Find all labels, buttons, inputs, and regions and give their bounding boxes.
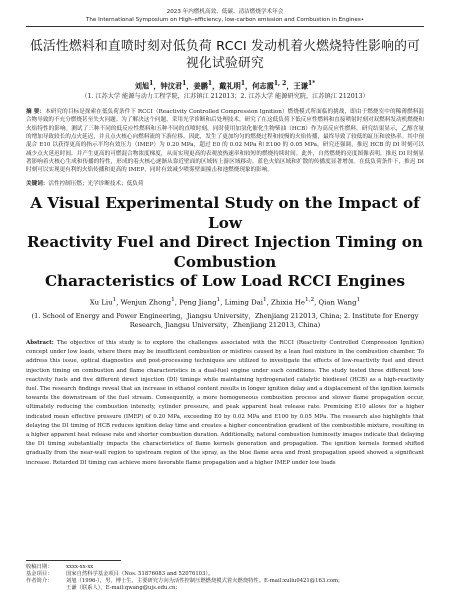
english-abstract-text: The objective of this study is to explore the challenges associated with the RCCI (Reactivity Controlled Compression Ignition) concept under low loads, where there may be insufficient combustion or misfires caused by a lean fuel mixture in the combustion chamber. To address this issue, optical diagnostics and post-processing techniques are utilized to investigate the effects of low-reactivity fuel and direct injection timing on combustion and flame characteristics in a dual-fuel engine under such conditions. The study tested three different low-reactivity fuels and five different direct injection (DI) timings while maintaining hydrogenated catalytic biodiesel (HCB) as a high-reactivity fuel. The research findings reveal that an increase in ethanol content results in longer ignition delay and a displacement of the ignition kernels towards the downstream of the fuel stream. Consequently, a more homogeneous combustion process and slower flame propagation occur, ultimately reducing the combustion intensity, cylinder pressure, and peak apparent heat release rate. Premixing E10 allows for a higher indicated mean effective pressure (IMEP) of 0.20 MPa, exceeding E0 by 0.02 MPa and E100 by 0.05 MPa. The research also highlights that delaying the DI timing of HCB reduces ignition delay time and creates a higher concentration gradient of the combustible mixture, resulting in a higher apparent heat release rate and shorter combustion duration. Additionally, natural combustion luminosity images indicate that delaying the DI timing substantially impacts the characteristics of flame kernels generation and propagation. The ignition kernels formed shifted gradually from the near-wall region to upstream region of the spray, as the blue flame area and front propagation speed showed a significant increase. Retarded DI timing can achieve more favorable flame propagation and a higher IMEP under low loads: [26, 339, 424, 466]
header-line-cn: 2023 年内燃机高效、低碳、清洁燃烧学术年会: [166, 9, 284, 15]
footnote-received: 收稿日期： xxxx-xx-xx: [26, 564, 94, 570]
english-authors: Xu Liu$^1$, Wenjun Zhong$^1$, Peng Jiang$^1$, Liming Dai$^1$, Zhixia He$^{1,2}$, Qian Wang$^1$: [89, 297, 361, 307]
english-abstract: [26, 339, 424, 468]
footnotes: [26, 560, 424, 592]
chinese-keywords: [26, 180, 424, 188]
footnote-author-info: 作者简介： 刘旭（1996-），男，博士生，主要研究方向为活性控制压燃燃烧模式着火燃烧特性。E-mail:xuliu0421@163.com; 王谦（联系人），E-mail:qwang@ujs.edu.cn;: [26, 578, 340, 592]
english-title: A Visual Experimental Study on the Impact of Low Reactivity Fuel and Direct Injection Timing on Combustion Characteristics of Low Load RCCI Engines: [27, 194, 423, 291]
header-divider: [26, 26, 424, 27]
chinese-abstract-label: 摘 要：: [26, 109, 46, 116]
chinese-title: 低活性燃料和直喷时刻对低负荷 RCCI 发动机着火燃烧特性影响的可视化试验研究: [29, 39, 421, 72]
chinese-abstract-text: 本研究的目标是探索在低负荷条件下 RCCI（Reactivity Controlled Compression Ignition）燃烧模式所面临的挑战，即由于燃烧室中的稀薄燃料混合物导致的不充分燃烧甚至失火问题。为了解决这个问题，采用光学诊断和后处理技术，研究了在这低负荷下低反应性燃料和直接喷射时刻对双燃料发动机燃烧和火焰特性的影响。测试了三种不同的低反应性燃料和五种不同的直喷时刻，同时使用加氢化催化生物柴油（HCB）作为高反应性燃料。研究结果显示，乙醇含量的增加导致较长的点火延迟，并且点火核心向燃料流的下游位移。因此，发生了更加均匀的燃烧过程和较慢的火焰传播，最终导致了较低的缸压和放热率。其中预混合 E10 以获得更高的指示平均有效压力（IMEP）为 0.20 MPa，超过 E0 的 0.02 MPa 和 E100 的 0.05 MPa。研究还强调，推迟 HCB 的 DI 时刻可以减少点火延迟时间，并产生更高的可燃混合物浓度梯度，从而实现更高的表观放热速率和较短的燃烧持续时间。此外，自然燃烧的亮度图像表明，推迟 DI 时刻显著影响着火核心生成和传播的特性，形成的着火核心逐渐从靠近壁面的区域转上游区域移动。蓝色火焰区域和扩散的传播度显著增加。在低负荷条件下，推迟 DI 时刻可以实现更有利的火焰传播和更高的 IMEP，同时有效减少喷雾壁面撞击和池燃烧现象的影响。: [26, 109, 424, 174]
english-affiliations: (1. School of Energy and Power Engineering，Jiangsu University，Zhenjiang 212013, China; 2. Institute for Energy Research, Jiangsu University，Zhenjiang 212013, China): [31, 311, 419, 330]
header-line-en: The International Symposium on High–efficiency, low-carbon emission and Combustion in Engines•: [85, 16, 365, 23]
footnote-funding: 基金项目： 国家自然科学基金项目（Nos. 51876083 and 52076103）。: [26, 571, 214, 578]
chinese-keywords-label: 关键词：: [26, 181, 49, 188]
footnote-divider: [26, 560, 121, 561]
running-header: [26, 0, 424, 27]
chinese-abstract: [26, 108, 424, 174]
chinese-keywords-text: 活性控制压燃；光学诊断技术；低负荷: [48, 181, 144, 188]
chinese-affiliations: （1. 江苏大学 能源与动力工程学院，江苏镇江 212013；2. 江苏大学 能源研究院，江苏镇江 212013）: [81, 92, 369, 100]
chinese-authors: 刘旭$^1$，钟汶君$^1$，姜鹏$^1$，戴礼明$^1$，何志霞$^{1, 2}$，王谦$^{1*}$: [134, 80, 316, 91]
english-abstract-label: Abstract:: [26, 339, 57, 346]
